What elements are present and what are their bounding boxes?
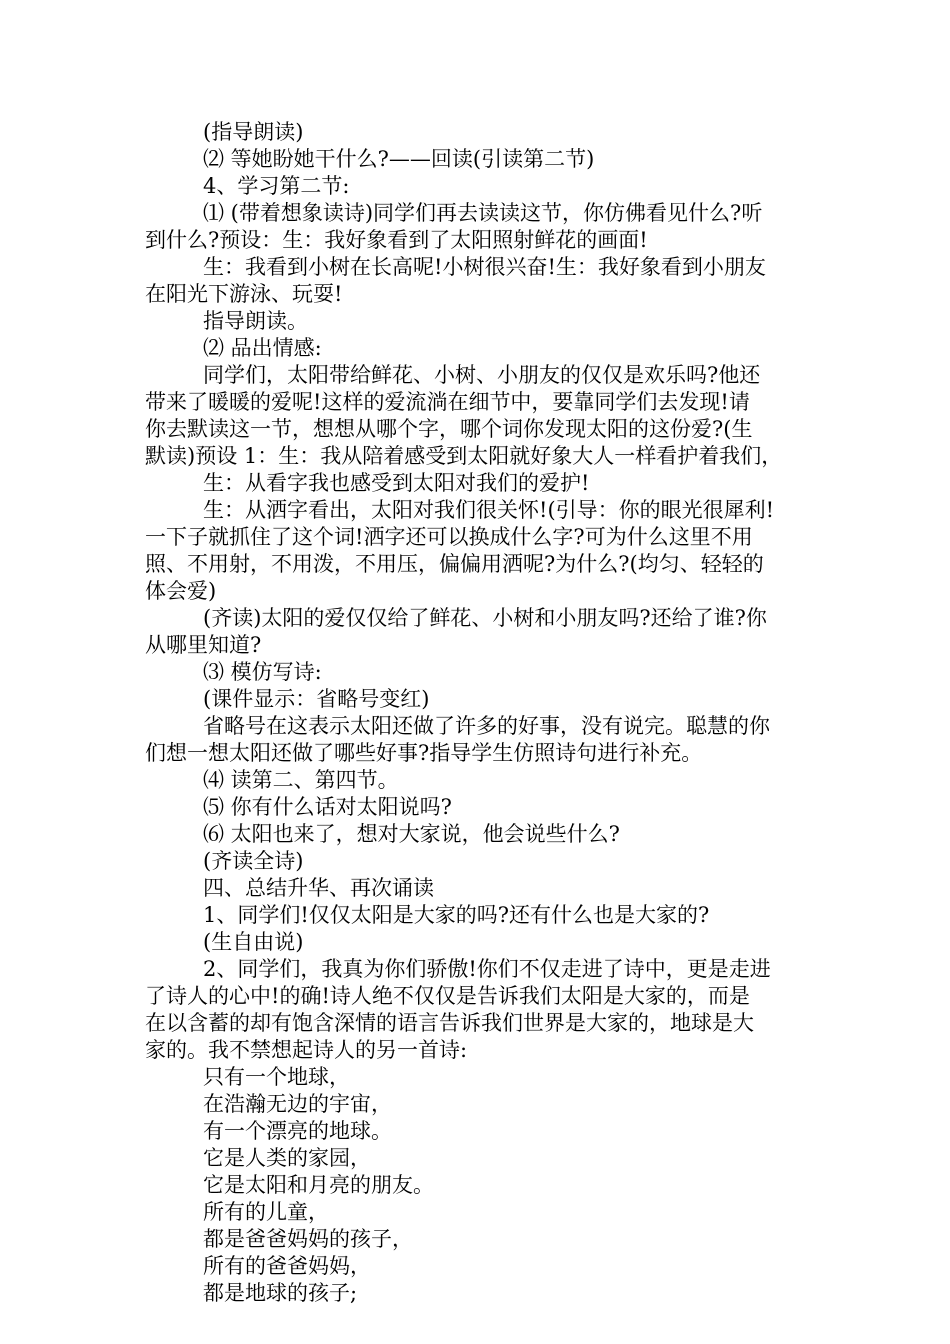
text-line: ⑸ 你有什么话对太阳说吗?	[203, 795, 452, 819]
text-line: (生自由说)	[203, 930, 304, 954]
text-line: 生：从看字我也感受到太阳对我们的爱护!	[203, 471, 590, 495]
text-line: 只有一个地球，	[203, 1065, 350, 1089]
text-line: 指导朗读。	[203, 309, 308, 333]
text-line: ⑵ 等她盼她干什么?——回读(引读第二节)	[203, 147, 595, 171]
text-line: 它是太阳和月亮的朋友。	[203, 1173, 434, 1197]
text-line: 在以含蓄的却有饱含深情的语言告诉我们世界是大家的，地球是大	[145, 1011, 754, 1035]
text-line: 都是爸爸妈妈的孩子，	[203, 1227, 413, 1251]
text-line: ⑵ 品出情感:	[203, 336, 322, 360]
text-line: (齐读全诗)	[203, 849, 304, 873]
text-line: ⑷ 读第二、第四节。	[203, 768, 399, 792]
text-line: 所有的爸爸妈妈，	[203, 1254, 371, 1278]
text-line: ⑹ 太阳也来了，想对大家说，他会说些什么?	[203, 822, 620, 846]
text-line: (课件显示：省略号变红)	[203, 687, 430, 711]
text-line: 体会爱)	[145, 579, 217, 603]
text-line: ⑶ 模仿写诗:	[203, 660, 322, 684]
text-line: 们想一想太阳还做了哪些好事?指导学生仿照诗句进行补充。	[145, 741, 703, 765]
text-line: 一下子就抓住了这个词!洒字还可以换成什么字?可为什么这里不用	[145, 525, 753, 549]
text-line: 到什么?预设：生：我好象看到了太阳照射鲜花的画面!	[145, 228, 648, 252]
text-line: 4、学习第二节:	[203, 174, 350, 198]
text-line: 家的。我不禁想起诗人的另一首诗:	[145, 1038, 468, 1062]
text-line: (指导朗读)	[203, 120, 304, 144]
text-line: 它是人类的家园，	[203, 1146, 371, 1170]
text-line: 从哪里知道?	[145, 633, 262, 657]
text-line: 在阳光下游泳、玩耍!	[145, 282, 343, 306]
text-line: 2、同学们，我真为你们骄傲!你们不仅走进了诗中，更是走进	[203, 957, 771, 981]
text-line: 带来了暖暖的爱呢!这样的爱流淌在细节中，要靠同学们去发现!请	[145, 390, 750, 414]
document-body	[145, 119, 810, 1307]
text-line: 有一个漂亮的地球。	[203, 1119, 392, 1143]
text-line: 都是地球的孩子;	[203, 1281, 358, 1305]
text-line: ⑴ (带着想象读诗)同学们再去读读这节，你仿佛看见什么?听	[203, 201, 763, 225]
text-line: 在浩瀚无边的宇宙，	[203, 1092, 392, 1116]
text-line: 了诗人的心中!的确!诗人绝不仅仅是告诉我们太阳是大家的，而是	[145, 984, 750, 1008]
text-line: 四、总结升华、再次诵读	[203, 876, 434, 900]
text-line: 省略号在这表示太阳还做了许多的好事，没有说完。聪慧的你	[203, 714, 770, 738]
text-line: 同学们，太阳带给鲜花、小树、小朋友的仅仅是欢乐吗?他还	[203, 363, 761, 387]
text-line: 所有的儿童，	[203, 1200, 329, 1224]
text-line: (齐读)太阳的爱仅仅给了鲜花、小树和小朋友吗?还给了谁?你	[203, 606, 767, 630]
text-line: 照、不用射，不用泼，不用压，偏偏用洒呢?为什么?(均匀、轻轻的	[145, 552, 764, 576]
text-line: 你去默读这一节，想想从哪个字，哪个词你发现太阳的这份爱?(生	[145, 417, 753, 441]
text-line: 生：我看到小树在长高呢!小树很兴奋!生：我好象看到小朋友	[203, 255, 766, 279]
text-line: 默读)预设 1：生：我从陪着感受到太阳就好象大人一样看护着我们，	[145, 444, 783, 468]
text-line: 生：从洒字看出，太阳对我们很关怀!(引导：你的眼光很犀利!	[203, 498, 775, 522]
text-line: 1、同学们!仅仅太阳是大家的吗?还有什么也是大家的?	[203, 903, 710, 927]
